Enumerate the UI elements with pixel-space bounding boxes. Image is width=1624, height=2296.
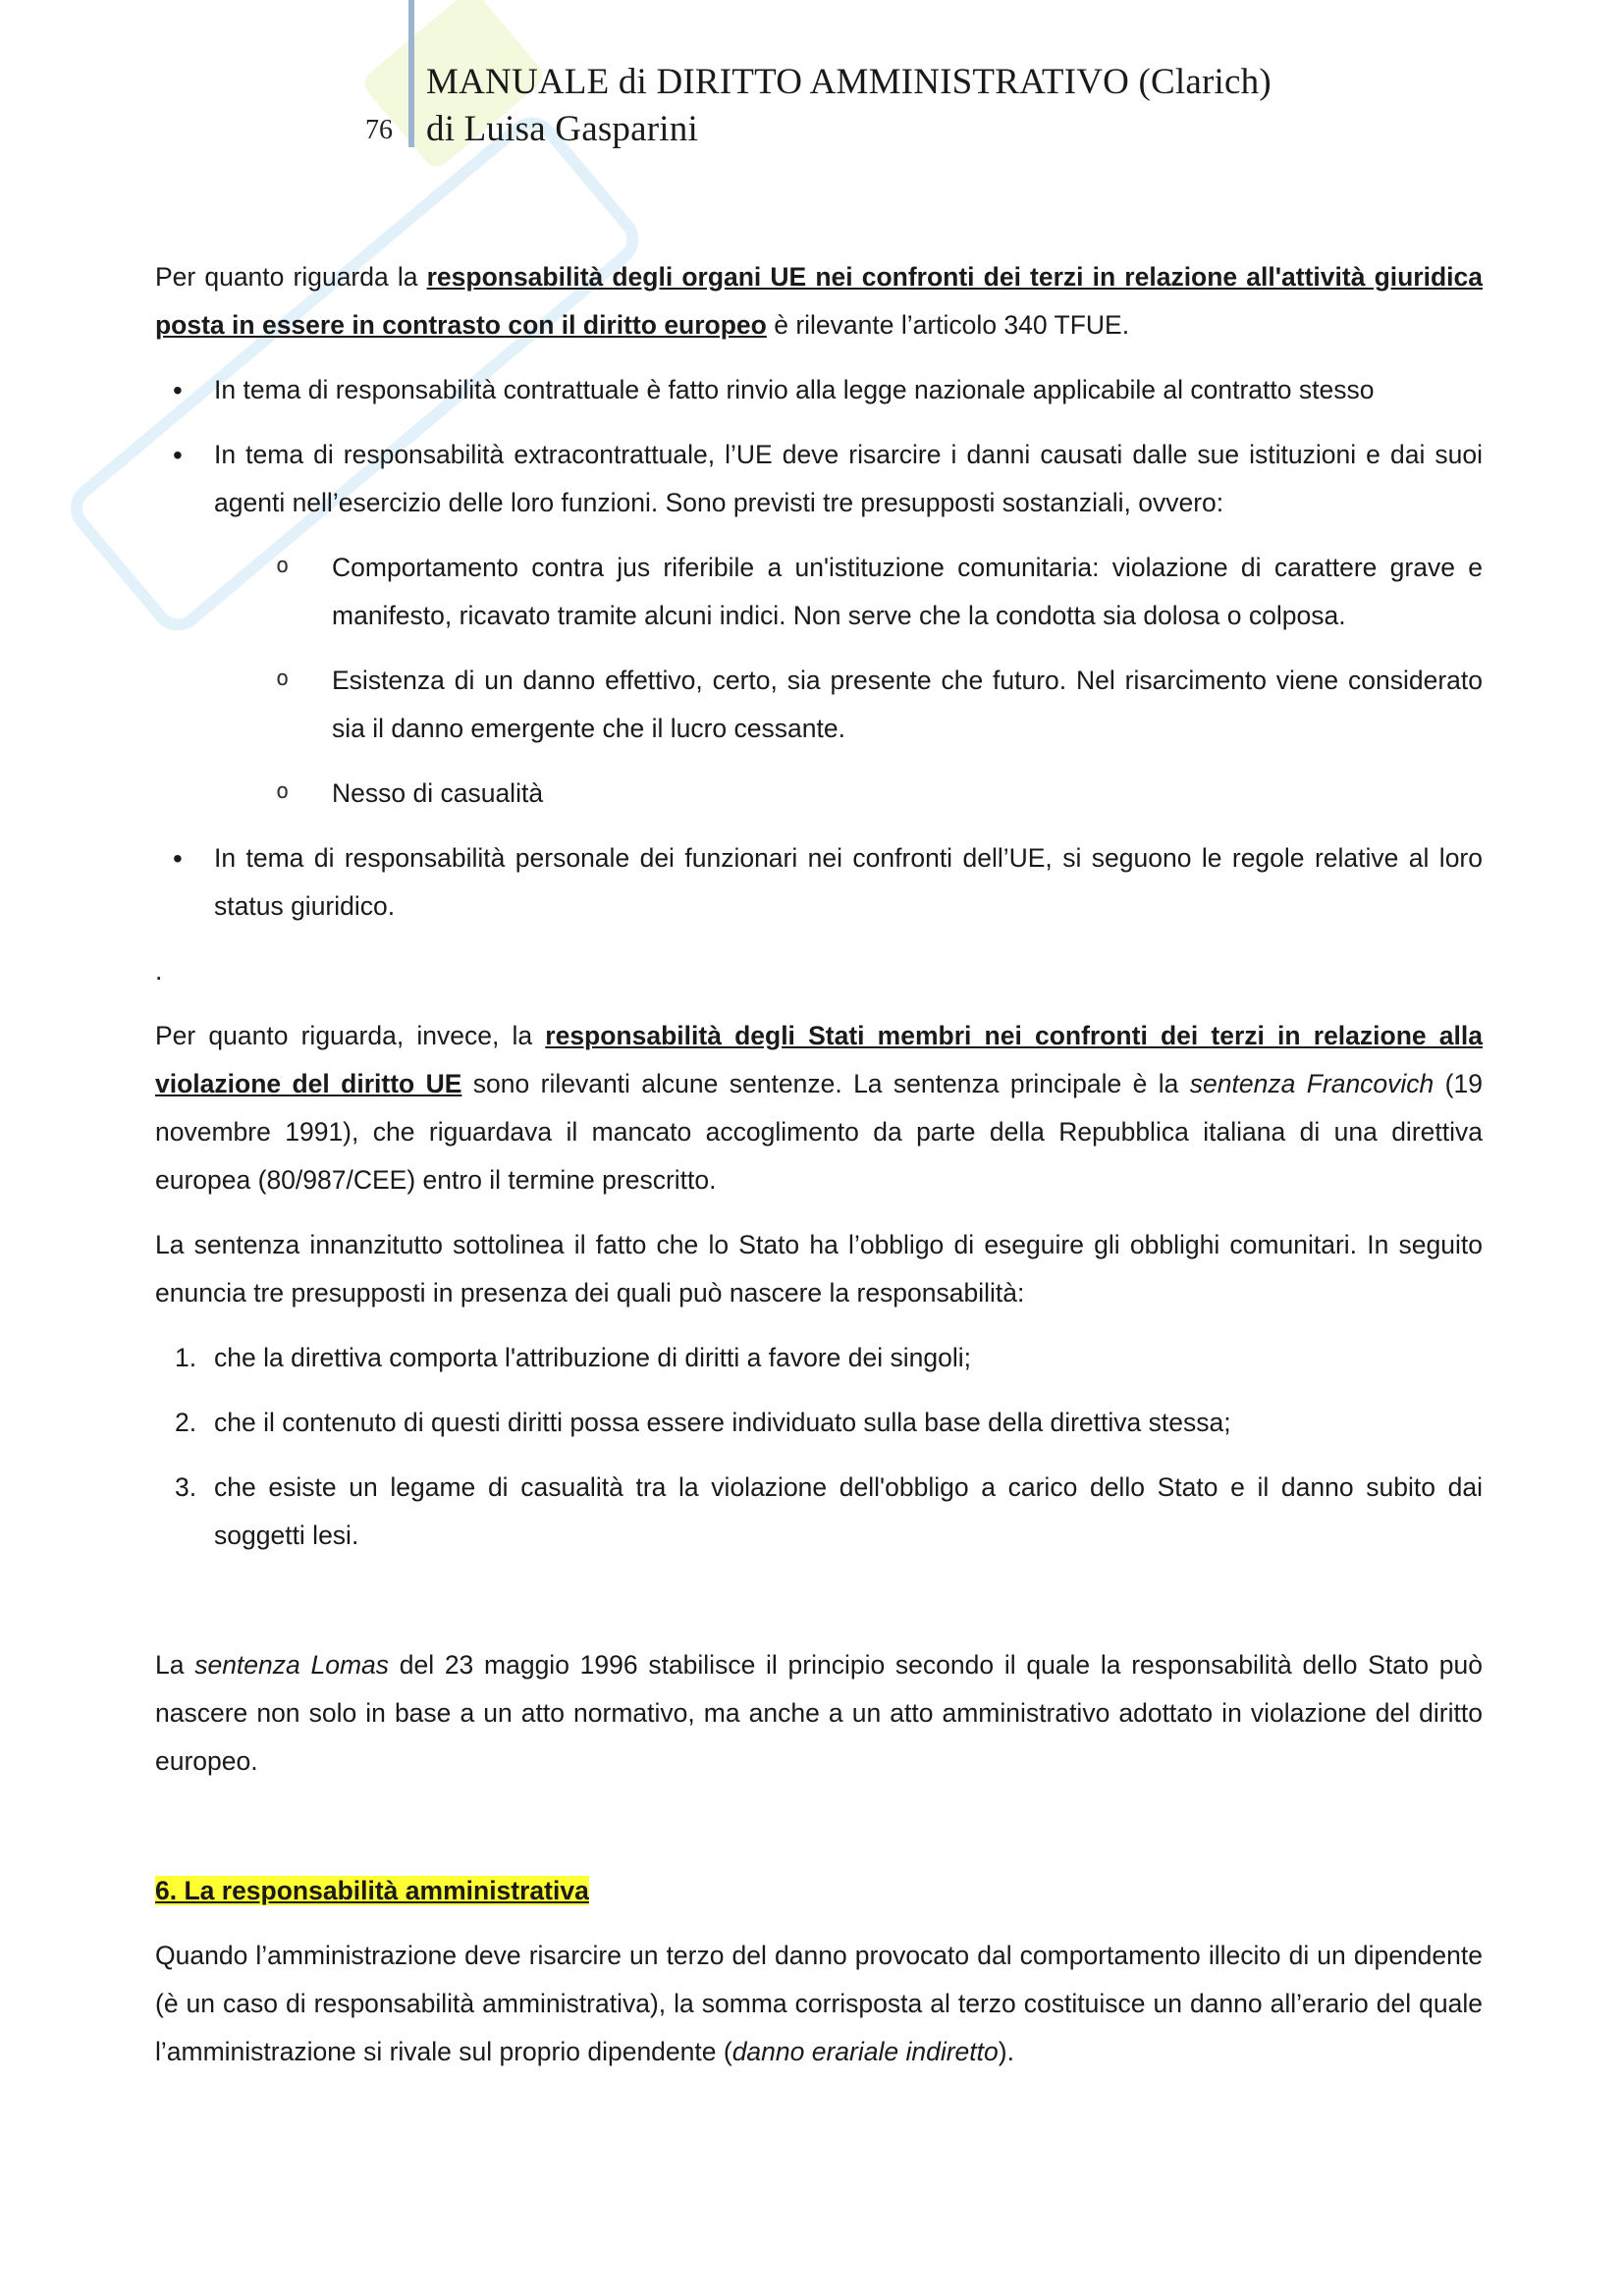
sub-list-item: o Comportamento contra jus riferibile a un'istituzione comunitaria: violazione di carattere grave e manifesto, ricavato tramite alcuni indici. Non serve che la condotta sia dolosa o colposa. (273, 544, 1483, 640)
spacer (155, 1802, 1483, 1867)
paragraph-member-states: Per quanto riguarda, invece, la responsabilità degli Stati membri nei confronti dei terzi in relazione alla violazione del diritto UE sono rilevanti alcune sentenze. La sentenza principale è la sentenza Francovich (19 novembre 1991), che riguardava il mancato accoglimento da parte della Repubblica italiana di una direttiva europea (80/987/CEE) entro il termine prescritto. (155, 1021, 1483, 1195)
paragraph-administrative-liability: Quando l’amministrazione deve risarcire un terzo del danno provocato dal comportamento illecito di un dipendente (è un caso di responsabilità amministrativa), la somma corrisposta al terzo costituisce un danno all’erario del quale l’amministrazione si rivale sul proprio dipendente (danno erariale indiretto). (155, 1941, 1483, 2066)
paragraph-sentence: La sentenza innanzitutto sottolinea il fatto che lo Stato ha l’obbligo di eseguire gli obblighi comunitari. In seguito enuncia tre presupposti in presenza dei quali può nascere la responsabilità: (155, 1230, 1483, 1308)
sub-list-item: o Esistenza di un danno effettivo, certo, sia presente che futuro. Nel risarcimento viene considerato sia il danno emergente che il lucro cessante. (273, 657, 1483, 753)
paragraph-eu-liability: Per quanto riguarda la responsabilità degli organi UE nei confronti dei terzi in relazione all'attività giuridica posta in essere in contrasto con il diritto europeo è rilevante l’articolo 340 TFUE. (155, 262, 1484, 340)
section-heading (155, 1867, 1483, 1915)
stray-dot: . (155, 956, 163, 986)
numbered-item: 3. che esiste un legame di casualità tra la violazione dell'obbligo a carico dello Stato e il danno subito dai soggetti lesi. (175, 1472, 1483, 1550)
section-title: 6. La responsabilità amministrativa (155, 1876, 589, 1905)
header-rule (408, 0, 414, 147)
paragraph-lomas: La sentenza Lomas del 23 maggio 1996 stabilisce il principio secondo il quale la responsabilità dello Stato può nascere non solo in base a un atto normativo, ma anche a un atto amministrativo adottato in violazione del diritto europeo. (155, 1650, 1483, 1776)
key-topic: responsabilità degli Stati membri nei confronti dei terzi in relazione alla violazione del diritto UE (155, 1021, 1483, 1098)
header-title (426, 59, 1272, 153)
header-title-line-2: di Luisa Gasparini (426, 109, 698, 149)
list-item: • In tema di responsabilità contrattuale è fatto rinvio alla legge nazionale applicabile al contratto stesso (155, 366, 1483, 414)
list-item: • In tema di responsabilità extracontrattuale, l’UE deve risarcire i danni causati dalle sue istituzioni e dai suoi agenti nell’esercizio delle loro funzioni. Sono previsti tre presupposti sostanziali, ovvero: o Comportamento contra jus riferibile a un'istituzione comunitaria: violazione di carattere grave e manifesto, ricavato tramite alcuni indici. Non serve che la condotta sia dolosa o colposa. o Esistenza di un danno effettivo, certo, sia presente che futuro. Nel risarcimento viene considerato sia il danno emergente che il lucro cessante. o Nesso di casualità (155, 431, 1483, 818)
spacer (155, 1576, 1483, 1641)
document-body (155, 253, 1483, 2093)
sub-list-item: o Nesso di casualità (273, 770, 1483, 818)
page-number: 76 (365, 115, 393, 145)
header-title-line-1: MANUALE di DIRITTO AMMINISTRATIVO (Clarich) (426, 62, 1272, 102)
numbered-item: 2. che il contenuto di questi diritti possa essere individuato sulla base della direttiva stessa; (175, 1408, 1231, 1437)
bullet-list (155, 366, 1483, 931)
sub-bullet-list (214, 544, 1483, 818)
numbered-item: 1. che la direttiva comporta l'attribuzione di diritti a favore dei singoli; (175, 1343, 971, 1372)
key-topic: responsabilità degli organi UE nei confronti dei terzi in relazione all'attività giuridica posta in essere in contrasto con il diritto europeo (155, 262, 1484, 340)
numbered-list (155, 1334, 1483, 1560)
list-item: • In tema di responsabilità personale dei funzionari nei confronti dell’UE, si seguono le regole relative al loro status giuridico. (155, 834, 1483, 931)
